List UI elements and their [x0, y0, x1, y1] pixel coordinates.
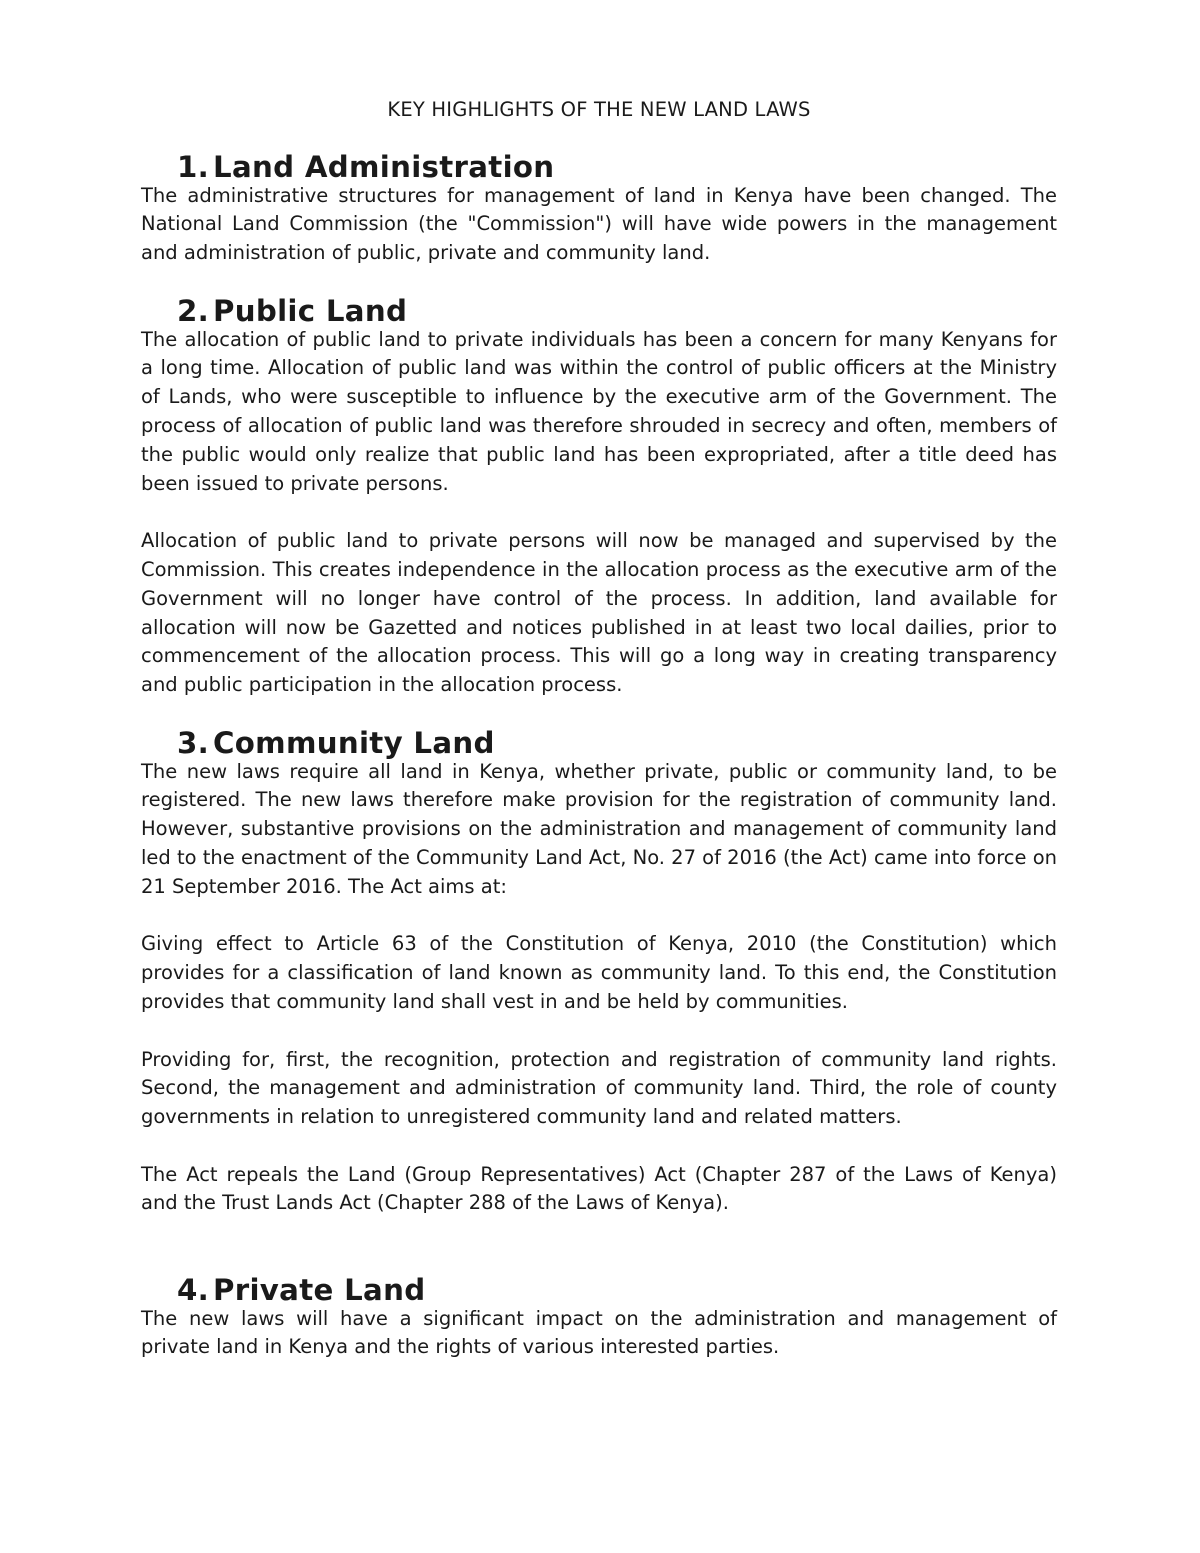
section-public-land	[141, 293, 1057, 700]
section-title: Community Land	[213, 725, 495, 760]
section-heading	[141, 725, 1057, 760]
paragraph: Giving effect to Article 63 of the Constitution of Kenya, 2010 (the Constitution) which provides for a classification of land known as community land. To this end, the Constitution provides that community land shall vest in and be held by communities.	[141, 932, 1057, 1013]
section-heading	[141, 293, 1057, 328]
section-heading	[141, 149, 1057, 184]
section-private-land	[141, 1272, 1057, 1362]
paragraph: The Act repeals the Land (Group Representatives) Act (Chapter 287 of the Laws of Kenya) and the Trust Lands Act (Chapter 288 of the Laws of Kenya).	[141, 1162, 1057, 1215]
paragraph: Providing for, first, the recognition, protection and registration of community land rights. Second, the management and administration of community land. Third, the role of county governments in relation to unregistered community land and related matters.	[141, 1047, 1057, 1129]
section-land-administration	[141, 149, 1057, 268]
section-number: 2.	[177, 293, 210, 328]
section-title: Land Administration	[213, 149, 555, 184]
paragraph: Allocation of public land to private persons will now be managed and supervised by the Commission. This creates independence in the allocation process as the executive arm of the Government will no longer have control of the process. In addition, land available for allocation will now be Gazetted and notices published in at least two local dailies, prior to commencement of the allocation process. This will go a long way in creating transparency and public participation in the allocation process.	[141, 529, 1057, 697]
section-heading	[141, 1272, 1057, 1307]
section-number: 1.	[177, 149, 210, 184]
paragraph: The new laws will have a significant impact on the administration and management of private land in Kenya and the rights of various interested parties.	[141, 1306, 1057, 1359]
section-number: 3.	[177, 725, 210, 760]
section-title: Private Land	[213, 1272, 426, 1307]
section-community-land	[141, 725, 1057, 1219]
paragraph: The administrative structures for management of land in Kenya have been changed. The National Land Commission (the "Commission") will have wide powers in the management and administration of public, private and community land.	[141, 183, 1057, 265]
document-title: KEY HIGHLIGHTS OF THE NEW LAND LAWS	[387, 98, 811, 121]
section-number: 4.	[177, 1272, 210, 1307]
document-content	[141, 96, 1057, 1362]
section-title: Public Land	[213, 293, 408, 328]
paragraph: The new laws require all land in Kenya, whether private, public or community land, to be registered. The new laws therefore make provision for the registration of community land. However, substantive provisions on the administration and management of community land led to the enactment of the Community Land Act, No. 27 of 2016 (the Act) came into force on 21 September 2016. The Act aims at:	[141, 759, 1057, 898]
paragraph: The allocation of public land to private individuals has been a concern for many Kenyans for a long time. Allocation of public land was within the control of public officers at the Ministry of Lands, who were susceptible to influence by the executive arm of the Government. The process of allocation of public land was therefore shrouded in secrecy and often, members of the public would only realize that public land has been expropriated, after a title deed has been issued to private persons.	[141, 327, 1057, 495]
